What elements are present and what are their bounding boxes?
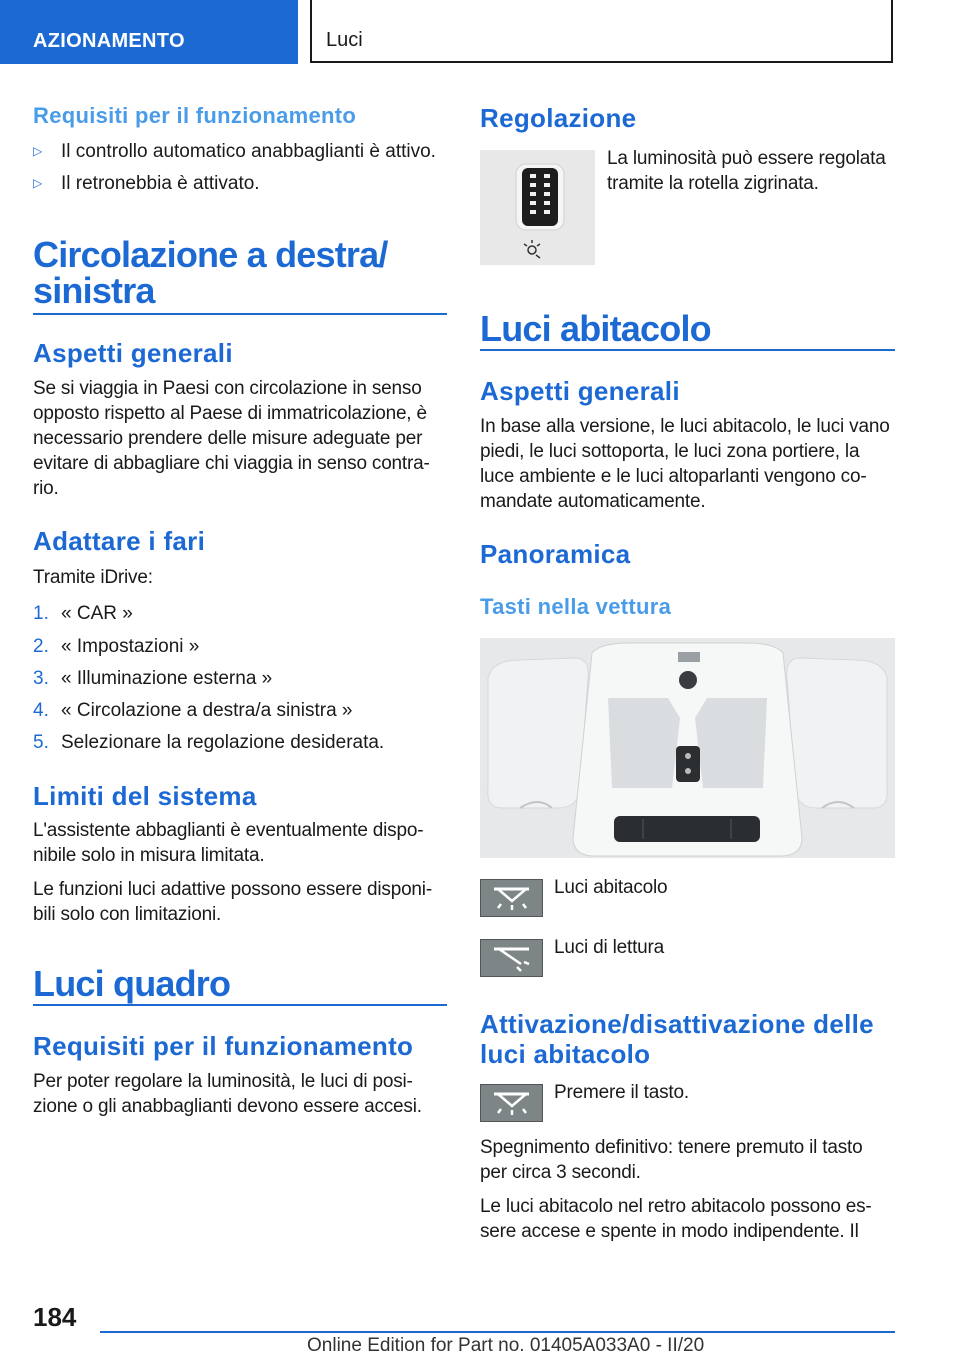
step-item: 1. « CAR » (33, 603, 133, 624)
quadro-paragraph: Per poter regolare la luminosità, le luci di posi- zione o gli anabbaglianti devono essere accesi. (33, 1071, 422, 1117)
activation-heading: Attivazione/disattivazione delle luci abitacolo (480, 1009, 874, 1069)
triangle-bullet-icon: ▷ (33, 176, 43, 190)
press-text: Premere il tasto. (554, 1082, 689, 1103)
topic-label: Luci (326, 29, 363, 51)
adapt-heading: Adattare i fari (33, 526, 206, 556)
section-title-cont: sinistra (33, 270, 155, 311)
section-title: Circolazione a destra/ (33, 234, 388, 275)
roof-console-image (480, 638, 895, 858)
divider (480, 349, 895, 351)
page-number: 184 (33, 1302, 77, 1332)
general-paragraph: Se si viaggia in Paesi con circolazione in senso opposto rispetto al Paese di immatricolazione, è necessario prendere delle misure adeguate per evitare di abbagliare chi viaggia in senso contra- rio. (33, 378, 430, 499)
step-item: 4. « Circolazione a destra/a sinistra » (33, 700, 353, 721)
list-item: ▷ Il controllo automatico anabbaglianti è attivo. (33, 141, 436, 162)
list-item: ▷ Il retronebbia è attivato. (33, 173, 260, 194)
step-item: 3. « Illuminazione esterna » (33, 668, 273, 689)
requirements-heading: Requisiti per il funzionamento (33, 103, 357, 128)
dimmer-wheel-icon (480, 150, 595, 265)
divider (33, 1004, 447, 1006)
edition-text: Online Edition for Part no. 01405A033A0 - II/20 (307, 1335, 705, 1356)
step-item: 5. Selezionare la regolazione desiderata. (33, 732, 385, 753)
limits-heading: Limiti del sistema (33, 781, 257, 811)
interior-light-icon (480, 879, 543, 917)
footer-divider (100, 1331, 895, 1333)
rear-paragraph: Le luci abitacolo nel retro abitacolo possono es- sere accese e spente in modo indipendente. Il (480, 1196, 872, 1242)
icon-label: Luci di lettura (554, 937, 665, 958)
interior-light-icon (480, 1084, 543, 1122)
adapt-intro: Tramite iDrive: (33, 567, 153, 588)
regulation-heading: Regolazione (480, 103, 637, 133)
dimmer-wheel-image (480, 150, 595, 265)
regulation-paragraph: La luminosità può essere regolata tramite la rotella zigrinata. (607, 148, 886, 194)
section-title: Luci abitacolo (480, 308, 711, 349)
divider (33, 313, 447, 315)
step-item: 2. « Impostazioni » (33, 636, 200, 657)
reading-light-icon (480, 939, 543, 977)
triangle-bullet-icon: ▷ (33, 144, 43, 158)
general-heading: Aspetti generali (480, 376, 680, 406)
general-heading: Aspetti generali (33, 338, 233, 368)
icon-label: Luci abitacolo (554, 877, 668, 898)
section-tab (0, 0, 298, 64)
limits-paragraph: L'assistente abbaglianti è eventualmente dispo- nibile solo in misura limitata. Le funzioni luci adattive possono essere disponi- bili solo con limitazioni. (33, 820, 432, 925)
quadro-requirements-heading: Requisiti per il funzionamento (33, 1031, 414, 1061)
off-paragraph: Spegnimento definitivo: tenere premuto il tasto per circa 3 secondi. (480, 1137, 863, 1183)
overview-heading: Panoramica (480, 539, 631, 569)
buttons-subheading: Tasti nella vettura (480, 594, 672, 619)
general-paragraph: In base alla versione, le luci abitacolo, le luci vano piedi, le luci sottoporta, le luci zona portiere, la luce ambiente e le luci altoparlanti vengono co- mandate automaticamente. (480, 416, 890, 512)
topic-tab (310, 0, 893, 63)
section-title: Luci quadro (33, 963, 231, 1004)
section-label: AZIONAMENTO (33, 30, 185, 52)
